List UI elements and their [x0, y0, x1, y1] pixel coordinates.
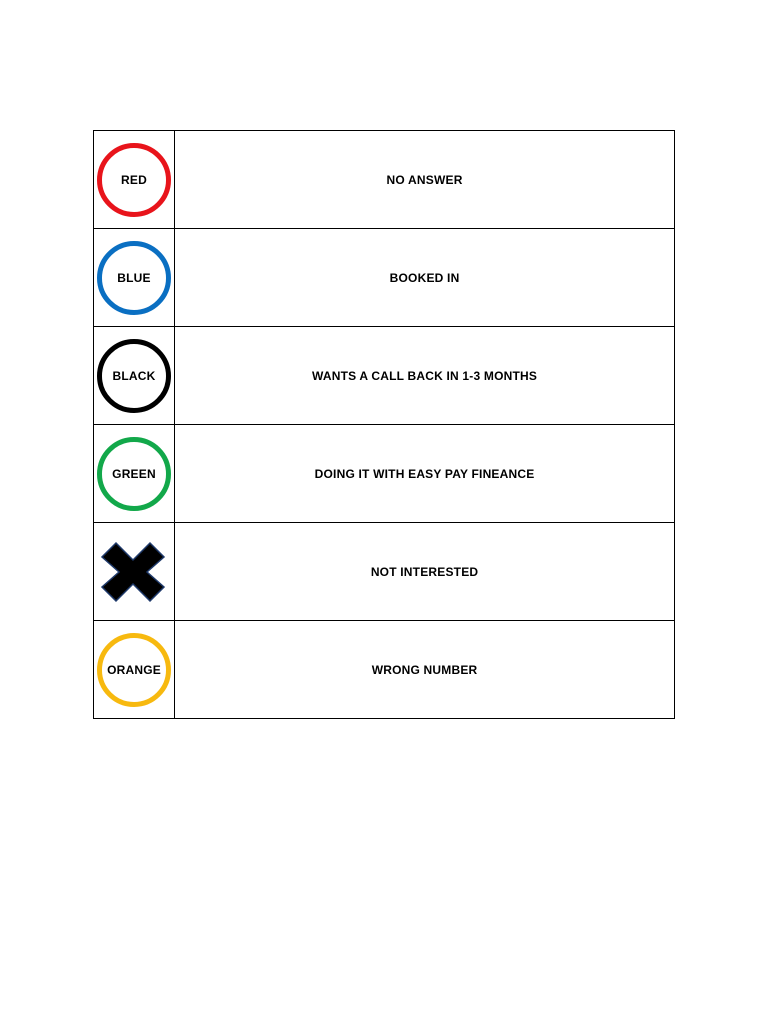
legend-row-blue — [94, 229, 675, 327]
circle-label: BLACK — [112, 368, 156, 383]
legend-table — [93, 130, 675, 719]
orange-circle-icon — [97, 633, 171, 707]
symbol-cell — [94, 327, 175, 425]
circle-label: GREEN — [112, 466, 156, 481]
symbol-cell — [94, 229, 175, 327]
green-circle-icon — [97, 437, 171, 511]
meaning-text: DOING IT WITH EASY PAY FINEANCE — [175, 425, 675, 523]
red-circle-icon — [97, 143, 171, 217]
legend-row-cross — [94, 523, 675, 621]
symbol-cell — [94, 425, 175, 523]
meaning-text: WANTS A CALL BACK IN 1-3 MONTHS — [175, 327, 675, 425]
circle-label: RED — [121, 172, 147, 187]
meaning-text: NO ANSWER — [175, 131, 675, 229]
legend-row-orange — [94, 621, 675, 719]
legend-row-red — [94, 131, 675, 229]
black-circle-icon — [97, 339, 171, 413]
cross-icon — [100, 541, 166, 603]
symbol-cell — [94, 621, 175, 719]
circle-label: ORANGE — [107, 662, 161, 677]
meaning-text: NOT INTERESTED — [175, 523, 675, 621]
meaning-text: BOOKED IN — [175, 229, 675, 327]
legend-row-green — [94, 425, 675, 523]
blue-circle-icon — [97, 241, 171, 315]
cross-shape — [102, 543, 164, 601]
symbol-cell — [94, 523, 175, 621]
circle-label: BLUE — [117, 270, 151, 285]
legend-row-black — [94, 327, 675, 425]
meaning-text: WRONG NUMBER — [175, 621, 675, 719]
symbol-cell — [94, 131, 175, 229]
